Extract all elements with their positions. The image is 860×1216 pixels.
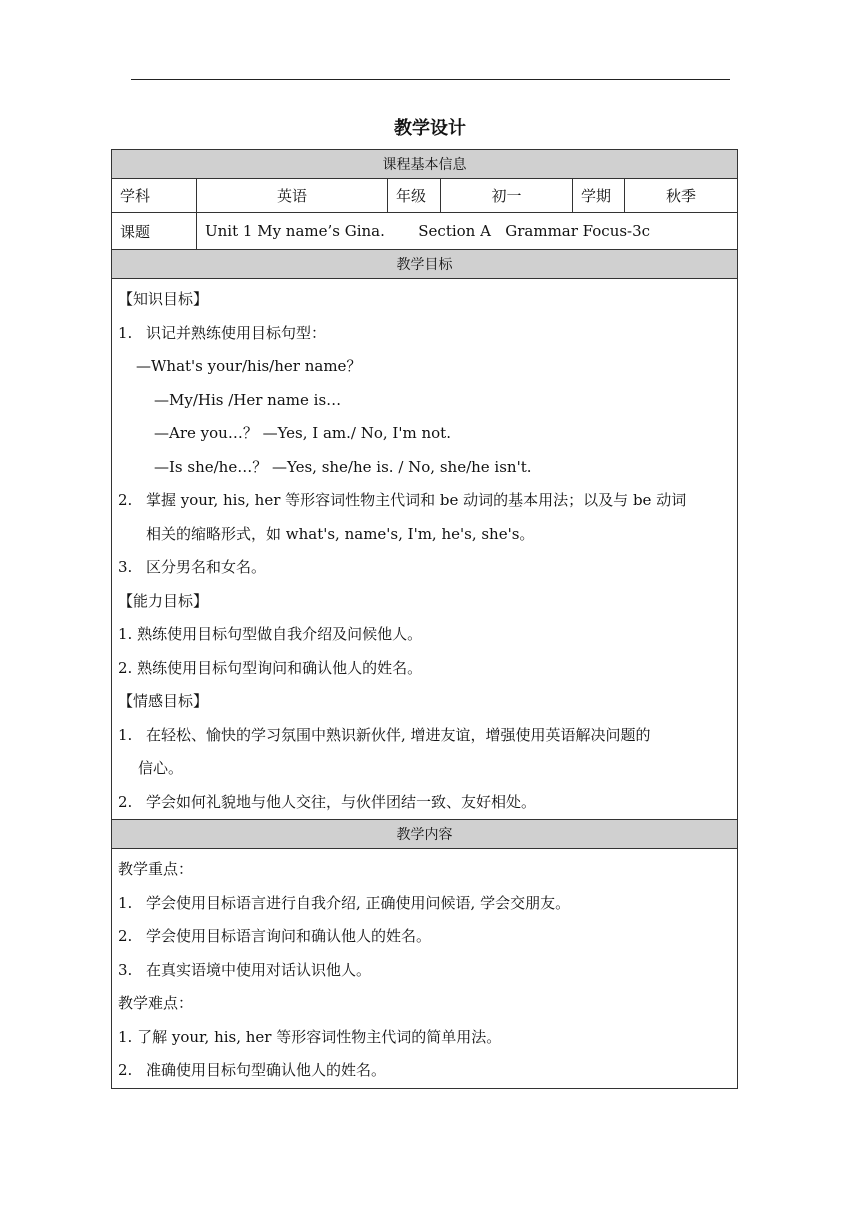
list-item-continuation: 相关的缩略形式，如 what's, name's, I'm, he's, she's。 [146,524,535,543]
topic-value: Unit 1 My name’s Gina. Section A Grammar Focus-3c [197,213,738,250]
list-item: 1. 学会使用目标语言进行自我介绍, 正确使用问候语, 学会交朋友。 [118,893,571,912]
lesson-plan-table [111,149,738,1089]
difficult-points-heading: 教学难点： [118,994,194,1012]
emotion-heading: 【情感目标】 [118,692,209,710]
list-item: 2. 熟练使用目标句型询问和确认他人的姓名。 [118,658,423,677]
term-value: 秋季 [625,179,738,213]
list-item: 1. 识记并熟练使用目标句型： [118,323,327,342]
key-points-heading: 教学重点： [118,860,194,878]
header-rule [131,79,730,80]
topic-label: 课题 [112,213,197,250]
objectives-row [112,279,738,820]
list-item: 1. 在轻松、愉快的学习氛围中熟识新伙伴, 增进友谊，增强使用英语解决问题的 [118,725,651,744]
section-header-basic-info [112,150,738,179]
content-cell [112,849,738,1089]
list-item: 2. 准确使用目标句型确认他人的姓名。 [118,1061,387,1079]
subject-value: 英语 [197,179,388,213]
list-item-continuation: 信心。 [138,759,184,777]
section-header-objectives [112,250,738,279]
ability-heading: 【能力目标】 [118,591,209,610]
section-title: 教学内容 [112,820,738,849]
info-row [112,179,738,213]
grade-value: 初一 [441,179,573,213]
sentence-pattern: —What's your/his/her name？ [136,357,362,375]
grade-label: 年级 [388,179,441,213]
topic-row [112,213,738,250]
list-item: 2. 掌握 your, his, her 等形容词性物主代词和 be 动词的基本用法；以及与 be 动词 [118,491,687,509]
document-title: 教学设计 [394,118,466,139]
objectives-cell [112,279,738,820]
knowledge-heading: 【知识目标】 [118,290,209,308]
sentence-pattern: —Are you…？ —Yes, I am./ No, I'm not. [154,424,451,442]
section-title: 课程基本信息 [112,150,738,179]
subject-label: 学科 [112,179,197,213]
sentence-pattern: —Is she/he…？ —Yes, she/he is. / No, she/he isn't. [154,457,532,476]
list-item: 2. 学会如何礼貌地与他人交往，与伙伴团结一致、友好相处。 [118,792,537,811]
list-item: 1. 熟练使用目标句型做自我介绍及问候他人。 [118,625,423,643]
section-title: 教学目标 [112,250,738,279]
section-header-content [112,820,738,849]
term-label: 学期 [573,179,625,213]
content-row [112,849,738,1089]
list-item: 3. 区分男名和女名。 [118,558,267,576]
list-item: 1. 了解 your, his, her 等形容词性物主代词的简单用法。 [118,1027,502,1046]
list-item: 2. 学会使用目标语言询问和确认他人的姓名。 [118,927,432,945]
list-item: 3. 在真实语境中使用对话认识他人。 [118,960,372,979]
sentence-pattern: —My/His /Her name is… [154,390,342,409]
